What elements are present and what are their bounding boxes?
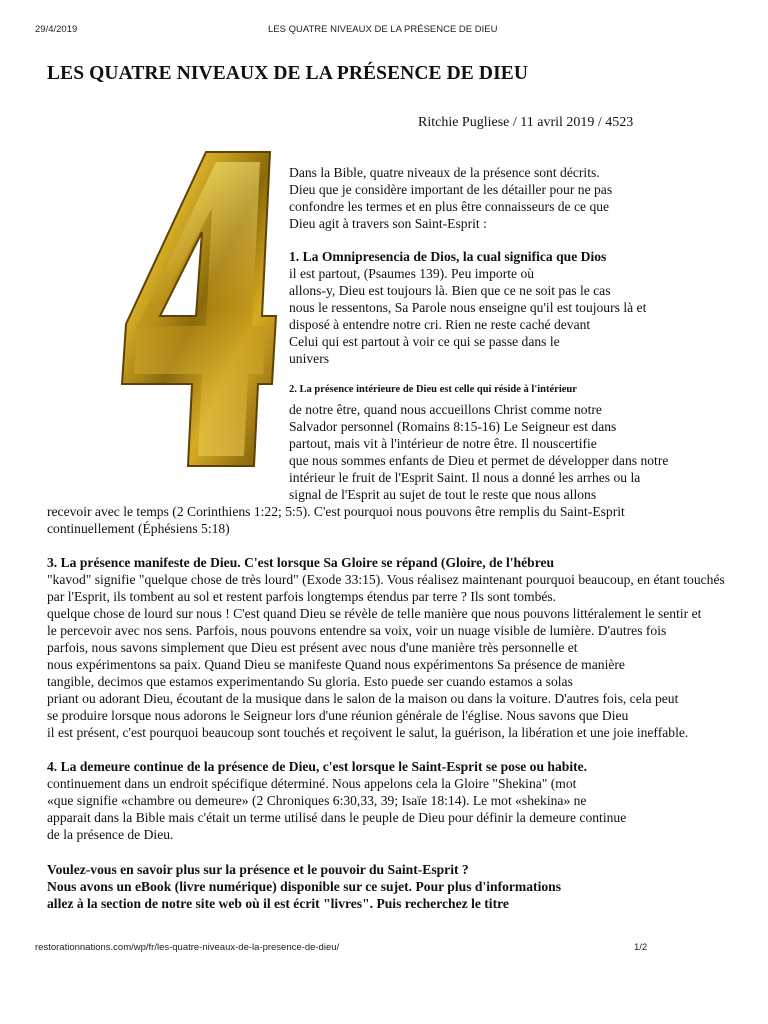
body-line: intérieur le fruit de l'Esprit Saint. Il nous a donné les arrhes ou la	[289, 470, 641, 485]
section-2-heading: 2. La présence intérieure de Dieu est celle qui réside à l'intérieur	[289, 384, 577, 395]
body-line: continuement dans un endroit spécifique déterminé. Nous appelons cela la Gloire "Shekina" (mot	[47, 776, 577, 791]
header-date: 29/4/2019	[35, 24, 78, 35]
body-line: parfois, nous savons simplement que Dieu est présent avec nous d'une manière très personnelle et	[47, 640, 578, 655]
body-line: apparait dans la Bible mais c'était un terme utilisé dans le peuple de Dieu pour définir la demeure continue	[47, 810, 627, 825]
cta-line: allez à la section de notre site web où il est écrit "livres". Puis recherchez le titre	[47, 896, 509, 911]
section-1-heading: 1. La Omnipresencia de Dios, la cual significa que Dios	[289, 249, 607, 264]
body-line: "kavod" signifie "quelque chose de très lourd" (Exode 33:15). Vous réalisez maintenant pourquoi beaucoup, en étant touchés	[47, 572, 725, 587]
footer-url: restorationnations.com/wp/fr/les-quatre-niveaux-de-la-presence-de-dieu/	[35, 942, 340, 953]
body-line: recevoir avec le temps (2 Corinthiens 1:22; 5:5). C'est pourquoi nous pouvons être remplis du Saint-Esprit	[47, 504, 625, 519]
body-line: Dans la Bible, quatre niveaux de la présence sont décrits.	[289, 165, 600, 180]
gold-number-four-icon	[120, 148, 278, 470]
cta-line: Nous avons un eBook (livre numérique) disponible sur ce sujet. Pour plus d'informations	[47, 879, 562, 894]
byline: Ritchie Pugliese / 11 avril 2019 / 4523	[418, 115, 634, 130]
body-line: il est partout, (Psaumes 139). Peu importe où	[289, 266, 535, 281]
body-line: Salvador personnel (Romains 8:15-16) Le Seigneur est dans	[289, 419, 617, 434]
body-line: univers	[289, 351, 330, 366]
body-line: il est présent, c'est pourquoi beaucoup sont touchés et reçoivent le salut, la guérison, la libération et une joie ineffable.	[47, 725, 689, 740]
page-title: LES QUATRE NIVEAUX DE LA PRÉSENCE DE DIEU	[47, 63, 529, 84]
body-line: confondre les termes et en plus être connaisseurs de ce que	[289, 199, 610, 214]
body-line: signal de l'Esprit au sujet de tout le reste que nous allons	[289, 487, 597, 502]
section-4-heading: 4. La demeure continue de la présence de Dieu, c'est lorsque le Saint-Esprit se pose ou habite.	[47, 759, 588, 774]
body-line: priant ou adorant Dieu, écoutant de la musique dans le salon de la maison ou dans la voiture. D'autres fois, cela peut	[47, 691, 679, 706]
body-line: quelque chose de lourd sur nous ! C'est quand Dieu se révèle de telle manière que nous pouvons littéralement le sentir et	[47, 606, 702, 621]
body-line: allons-y, Dieu est toujours là. Bien que ce ne soit pas le cas	[289, 283, 611, 298]
body-line: continuellement (Éphésiens 5:18)	[47, 521, 230, 536]
section-3-heading: 3. La présence manifeste de Dieu. C'est lorsque Sa Gloire se répand (Gloire, de l'hébreu	[47, 555, 555, 570]
body-line: Dieu que je considère important de les détailler pour ne pas	[289, 182, 613, 197]
body-line: de la présence de Dieu.	[47, 827, 174, 842]
body-line: par l'Esprit, ils tombent au sol et restent parfois longtemps étendus par terre ? Ils sont tombés.	[47, 589, 557, 604]
body-line: nous le ressentons, Sa Parole nous enseigne qu'il est toujours là et	[289, 300, 647, 315]
body-line: de notre être, quand nous accueillons Christ comme notre	[289, 402, 602, 417]
body-line: tangible, decimos que estamos experimentando Su gloria. Esto puede ser cuando estamos a solas	[47, 674, 573, 689]
body-line: disposé à entendre notre cri. Rien ne reste caché devant	[289, 317, 591, 332]
cta-line: Voulez-vous en savoir plus sur la présence et le pouvoir du Saint-Esprit ?	[47, 862, 469, 877]
body-line: se produire lorsque nous adorons le Seigneur lors d'une réunion générale de l'église. Nous savons que Dieu	[47, 708, 629, 723]
body-line: «que signifie «chambre ou demeure» (2 Chroniques 6:30,33, 39; Isaïe 18:14). Le mot «shekina» ne	[47, 793, 587, 808]
body-line: que nous sommes enfants de Dieu et permet de développer dans notre	[289, 453, 669, 468]
body-line: partout, mais vit à l'intérieur de notre être. Il nouscertifie	[289, 436, 597, 451]
page-number: 1/2	[634, 942, 648, 953]
body-line: Celui qui est partout à voir ce qui se passe dans le	[289, 334, 560, 349]
header-title: LES QUATRE NIVEAUX DE LA PRÉSENCE DE DIEU	[268, 24, 498, 35]
body-line: Dieu agit à travers son Saint-Esprit :	[289, 216, 487, 231]
body-line: le percevoir avec nos sens. Parfois, nous pouvons entendre sa voix, voir un nuage visible de lumière. D'autres fois	[47, 623, 667, 638]
body-line: nous expérimentons sa paix. Quand Dieu se manifeste Quand nous expérimentons Sa présence de manière	[47, 657, 625, 672]
